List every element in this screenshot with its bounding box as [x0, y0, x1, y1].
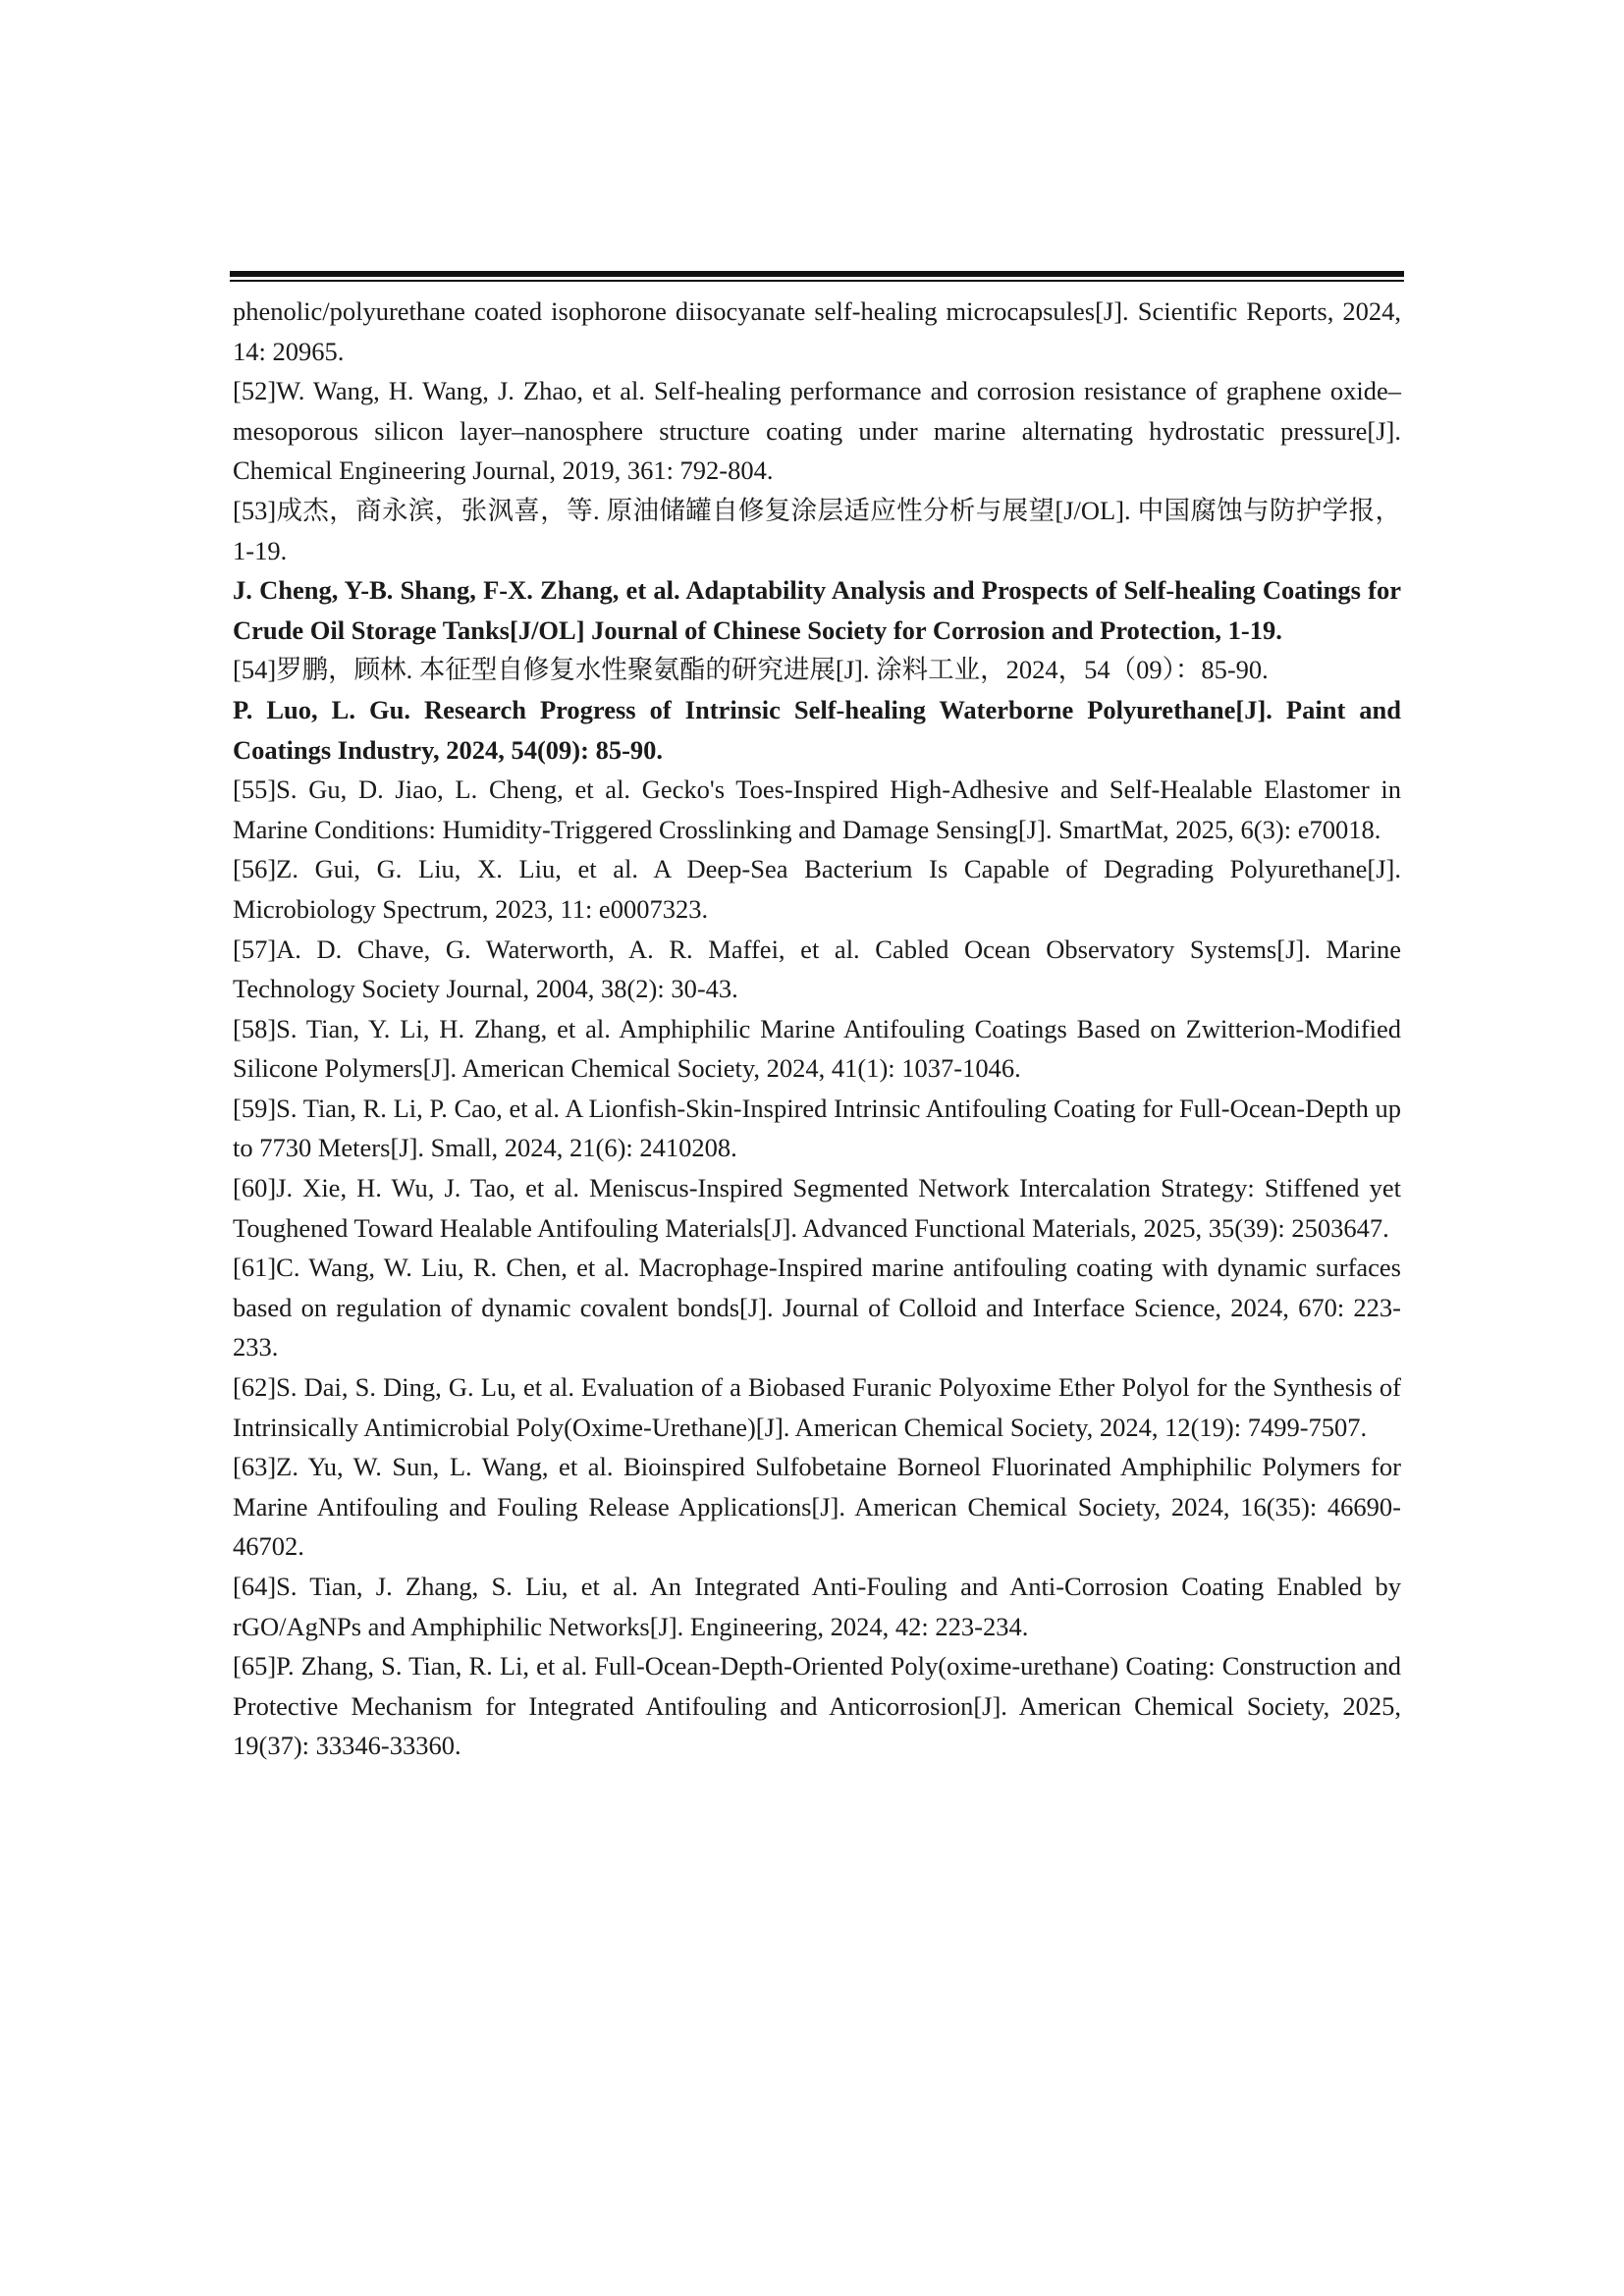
reference-entry: [56]Z. Gui, G. Liu, X. Liu, et al. A Deep-Sea Bacterium Is Capable of Degrading Polyurethane[J]. Microbiology Spectrum, 2023, 11: e0007323. [233, 854, 1401, 924]
reference-entry: [54]罗鹏，顾林. 本征型自修复水性聚氨酯的研究进展[J]. 涂料工业，2024，54（09）：85-90. [233, 655, 1269, 685]
reference-entry: phenolic/polyurethane coated isophorone diisocyanate self-healing microcapsules[J]. Scientific Reports, 2024, 14: 20965. [233, 296, 1401, 366]
reference-entry: [53]成杰，商永滨，张沨喜，等. 原油储罐自修复涂层适应性分析与展望[J/OL]. 中国腐蚀与防护学报，1-19. [233, 495, 1401, 565]
reference-entry: [65]P. Zhang, S. Tian, R. Li, et al. Full-Ocean-Depth-Oriented Poly(oxime-urethane) Coating: Construction and Protective Mechanism for Integrated Antifouling and Anticorrosion[J]. American Chemical Society, 2025, 19(37): 33346-33360. [233, 1651, 1401, 1761]
reference-entry-english-translation: J. Cheng, Y-B. Shang, F-X. Zhang, et al. Adaptability Analysis and Prospects of Self-healing Coatings for Crude Oil Storage Tanks[J/OL] Journal of Chinese Society for Corrosion and Protection, 1-19. [233, 575, 1401, 645]
reference-entry: [58]S. Tian, Y. Li, H. Zhang, et al. Amphiphilic Marine Antifouling Coatings Based on Zwitterion-Modified Silicone Polymers[J]. American Chemical Society, 2024, 41(1): 1037-1046. [233, 1013, 1401, 1084]
reference-entry: [62]S. Dai, S. Ding, G. Lu, et al. Evaluation of a Biobased Furanic Polyoxime Ether Polyol for the Synthesis of Intrinsically Antimicrobial Poly(Oxime-Urethane)[J]. American Chemical Society, 2024, 12(19): 7499-7507. [233, 1372, 1401, 1442]
reference-entry: [59]S. Tian, R. Li, P. Cao, et al. A Lionfish-Skin-Inspired Intrinsic Antifouling Coating for Full-Ocean-Depth up to 7730 Meters[J]. Small, 2024, 21(6): 2410208. [233, 1093, 1401, 1163]
reference-entry-english-translation: P. Luo, L. Gu. Research Progress of Intrinsic Self-healing Waterborne Polyurethane[J]. Paint and Coatings Industry, 2024, 54(09): 85-90. [233, 694, 1401, 765]
reference-entry: [64]S. Tian, J. Zhang, S. Liu, et al. An Integrated Anti-Fouling and Anti-Corrosion Coating Enabled by rGO/AgNPs and Amphiphilic Networks[J]. Engineering, 2024, 42: 223-234. [233, 1572, 1401, 1641]
reference-entry: [63]Z. Yu, W. Sun, L. Wang, et al. Bioinspired Sulfobetaine Borneol Fluorinated Amphiphilic Polymers for Marine Antifouling and Fouling Release Applications[J]. American Chemical Society, 2024, 16(35): 46690-46702. [233, 1452, 1401, 1562]
header-rule-thin [230, 280, 1404, 282]
reference-list [233, 292, 1401, 1766]
reference-entry: [60]J. Xie, H. Wu, J. Tao, et al. Meniscus-Inspired Segmented Network Intercalation Strategy: Stiffened yet Toughened Toward Healable Antifouling Materials[J]. Advanced Functional Materials, 2025, 35(39): 2503647. [233, 1173, 1401, 1243]
reference-entry: [61]C. Wang, W. Liu, R. Chen, et al. Macrophage-Inspired marine antifouling coating with dynamic surfaces based on regulation of dynamic covalent bonds[J]. Journal of Colloid and Interface Science, 2024, 670: 223-233. [233, 1253, 1401, 1362]
reference-entry: [52]W. Wang, H. Wang, J. Zhao, et al. Self-healing performance and corrosion resistance of graphene oxide–mesoporous silicon layer–nanosphere structure coating under marine alternating hydrostatic pressure[J]. Chemical Engineering Journal, 2019, 361: 792-804. [233, 376, 1401, 486]
reference-entry: [57]A. D. Chave, G. Waterworth, A. R. Maffei, et al. Cabled Ocean Observatory Systems[J]. Marine Technology Society Journal, 2004, 38(2): 30-43. [233, 934, 1401, 1004]
header-rule-thick [230, 271, 1404, 277]
reference-entry: [55]S. Gu, D. Jiao, L. Cheng, et al. Gecko's Toes-Inspired High-Adhesive and Self-Healable Elastomer in Marine Conditions: Humidity-Triggered Crosslinking and Damage Sensing[J]. SmartMat, 2025, 6(3): e70018. [233, 774, 1401, 844]
